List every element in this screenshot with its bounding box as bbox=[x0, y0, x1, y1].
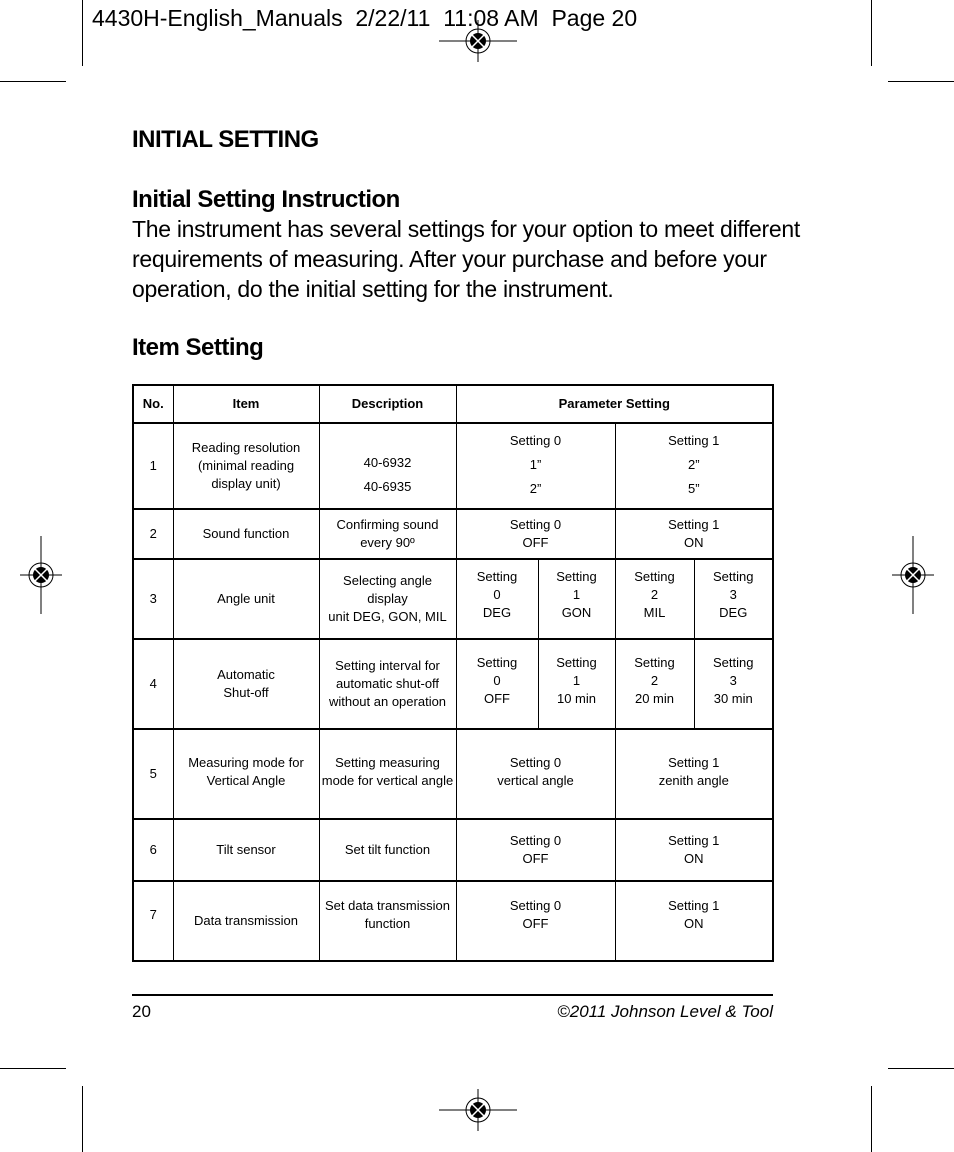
setting-cell bbox=[456, 559, 538, 639]
table-row bbox=[133, 559, 773, 639]
subheading: Initial Setting Instruction bbox=[132, 186, 400, 213]
setting-cell bbox=[615, 509, 773, 559]
item-line: Automatic bbox=[217, 667, 275, 682]
row-number: 6 bbox=[133, 819, 173, 881]
description-line: unit DEG, GON, MIL bbox=[328, 609, 447, 624]
setting-line: Setting bbox=[556, 655, 597, 670]
setting-line: OFF bbox=[484, 691, 510, 706]
description-line: 40-6932 bbox=[363, 455, 412, 470]
intro-paragraph bbox=[132, 214, 800, 304]
setting-line: 3 bbox=[729, 673, 737, 688]
setting-line: vertical angle bbox=[497, 773, 574, 788]
description-line: automatic shut-off bbox=[335, 676, 440, 691]
row-description bbox=[319, 509, 456, 559]
setting-line: Setting 1 bbox=[668, 833, 720, 848]
item-line: Reading resolution bbox=[191, 440, 301, 455]
page-number: 20 bbox=[132, 1002, 151, 1021]
setting-line: 1 bbox=[572, 587, 581, 602]
setting-value: 5” bbox=[687, 481, 700, 496]
setting-line: Setting bbox=[713, 569, 754, 584]
setting-line: Setting bbox=[713, 655, 754, 670]
table-header-row bbox=[133, 385, 773, 423]
setting-cell bbox=[615, 819, 773, 881]
row-item bbox=[173, 639, 319, 729]
setting-cell bbox=[538, 559, 615, 639]
setting-line: Setting bbox=[476, 569, 518, 584]
setting-line: Setting bbox=[634, 569, 675, 584]
setting-cell bbox=[456, 819, 615, 881]
row-number: 4 bbox=[133, 639, 173, 729]
description-line: Selecting angle display bbox=[343, 573, 432, 606]
table-row bbox=[133, 509, 773, 559]
registration-mark-icon bbox=[20, 536, 62, 614]
description-line: every 90º bbox=[360, 535, 415, 550]
row-description bbox=[319, 639, 456, 729]
setting-line: 2 bbox=[650, 587, 659, 602]
item-line: Shut-off bbox=[223, 685, 269, 700]
row-description: Set tilt function bbox=[319, 819, 456, 881]
table-row bbox=[133, 639, 773, 729]
setting-line: zenith angle bbox=[658, 773, 729, 788]
print-slug: 4430H-English_Manuals 2/22/11 11:08 AM Page 20 bbox=[92, 5, 638, 31]
item-line: Measuring mode for bbox=[188, 755, 304, 770]
setting-line: OFF bbox=[522, 851, 549, 866]
crop-mark bbox=[0, 81, 66, 82]
table-row bbox=[133, 881, 773, 961]
setting-value: 2” bbox=[687, 457, 700, 472]
setting-cell bbox=[615, 729, 773, 819]
setting-cell bbox=[456, 639, 538, 729]
setting-line: OFF bbox=[522, 916, 549, 931]
setting-value: 2” bbox=[529, 481, 542, 496]
setting-cell bbox=[456, 509, 615, 559]
setting-label: Setting 1 bbox=[668, 433, 720, 448]
setting-value: 1” bbox=[529, 457, 542, 472]
item-line: Vertical Angle bbox=[206, 773, 286, 788]
setting-value: OFF bbox=[522, 535, 549, 550]
registration-mark-icon bbox=[439, 20, 517, 62]
section-title: Item Setting bbox=[132, 334, 264, 361]
setting-line: 2 bbox=[650, 673, 659, 688]
setting-cell bbox=[615, 639, 694, 729]
setting-line: Setting bbox=[476, 655, 518, 670]
row-number: 1 bbox=[133, 423, 173, 509]
setting-line: 1 bbox=[572, 673, 581, 688]
row-item: Angle unit bbox=[173, 559, 319, 639]
row-description bbox=[319, 559, 456, 639]
row-number: 5 bbox=[133, 729, 173, 819]
setting-line: Setting 1 bbox=[668, 755, 720, 770]
setting-line: Setting bbox=[634, 655, 675, 670]
setting-cell bbox=[456, 881, 615, 961]
crop-mark bbox=[888, 81, 954, 82]
table-row bbox=[133, 423, 773, 509]
description-line: without an operation bbox=[328, 694, 447, 709]
setting-line: 0 bbox=[493, 673, 501, 688]
setting-value: ON bbox=[684, 535, 704, 550]
description-line: Setting interval for bbox=[335, 658, 440, 673]
setting-line: 30 min bbox=[713, 691, 753, 706]
setting-line: Setting bbox=[556, 569, 597, 584]
setting-line: 0 bbox=[493, 587, 501, 602]
setting-line: MIL bbox=[643, 605, 666, 620]
setting-line: Setting 0 bbox=[509, 833, 562, 848]
page-heading: INITIAL SETTING bbox=[132, 126, 319, 153]
description-line: Set data transmission bbox=[324, 898, 450, 913]
setting-line: ON bbox=[684, 916, 704, 931]
row-item: Data transmission bbox=[173, 881, 319, 961]
description-line: mode for vertical angle bbox=[321, 773, 454, 788]
crop-mark bbox=[0, 1068, 66, 1069]
intro-line: The instrument has several settings for your option to meet different bbox=[132, 216, 800, 242]
setting-cell bbox=[615, 423, 773, 509]
setting-label: Setting 0 bbox=[509, 517, 562, 532]
header-parameter: Parameter Setting bbox=[456, 385, 773, 423]
crop-mark bbox=[888, 1068, 954, 1069]
row-description bbox=[319, 881, 456, 961]
description-line: Setting measuring bbox=[335, 755, 440, 770]
row-description bbox=[319, 729, 456, 819]
header-no: No. bbox=[133, 385, 173, 423]
setting-line: 3 bbox=[729, 587, 737, 602]
setting-cell bbox=[538, 639, 615, 729]
setting-line: DEG bbox=[482, 605, 512, 620]
row-item: Sound function bbox=[173, 509, 319, 559]
row-item: Tilt sensor bbox=[173, 819, 319, 881]
item-line: display unit) bbox=[211, 476, 281, 491]
setting-line: Setting 0 bbox=[509, 755, 562, 770]
item-setting-table bbox=[132, 384, 774, 962]
crop-mark bbox=[871, 0, 872, 66]
crop-mark bbox=[82, 0, 83, 66]
header-item: Item bbox=[173, 385, 319, 423]
setting-line: ON bbox=[684, 851, 704, 866]
setting-line: Setting 0 bbox=[509, 898, 562, 913]
crop-mark bbox=[82, 1086, 83, 1152]
setting-cell bbox=[694, 639, 773, 729]
setting-cell bbox=[694, 559, 773, 639]
setting-line: 10 min bbox=[556, 691, 597, 706]
table-row bbox=[133, 729, 773, 819]
row-item bbox=[173, 729, 319, 819]
row-number: 7 bbox=[133, 881, 173, 961]
table-row bbox=[133, 819, 773, 881]
footer-rule bbox=[132, 994, 773, 996]
row-item bbox=[173, 423, 319, 509]
row-number: 2 bbox=[133, 509, 173, 559]
registration-mark-icon bbox=[892, 536, 934, 614]
setting-cell bbox=[456, 423, 615, 509]
setting-line: GON bbox=[561, 605, 592, 620]
intro-line: requirements of measuring. After your purchase and before your bbox=[132, 246, 767, 272]
intro-line: operation, do the initial setting for the instrument. bbox=[132, 276, 614, 302]
setting-label: Setting 1 bbox=[668, 517, 720, 532]
setting-line: Setting 1 bbox=[668, 898, 720, 913]
setting-cell bbox=[456, 729, 615, 819]
row-number: 3 bbox=[133, 559, 173, 639]
crop-mark bbox=[871, 1086, 872, 1152]
setting-line: DEG bbox=[719, 605, 748, 620]
copyright-notice: ©2011 Johnson Level & Tool bbox=[557, 1002, 773, 1021]
registration-mark-icon bbox=[439, 1089, 517, 1131]
description-line: function bbox=[364, 916, 411, 931]
setting-cell bbox=[615, 559, 694, 639]
header-description: Description bbox=[319, 385, 456, 423]
item-line: (minimal reading bbox=[197, 458, 295, 473]
setting-label: Setting 0 bbox=[509, 433, 562, 448]
description-line: Confirming sound bbox=[336, 517, 439, 532]
row-description bbox=[319, 423, 456, 509]
setting-line: 20 min bbox=[634, 691, 675, 706]
description-line: 40-6935 bbox=[363, 479, 412, 494]
setting-cell bbox=[615, 881, 773, 961]
